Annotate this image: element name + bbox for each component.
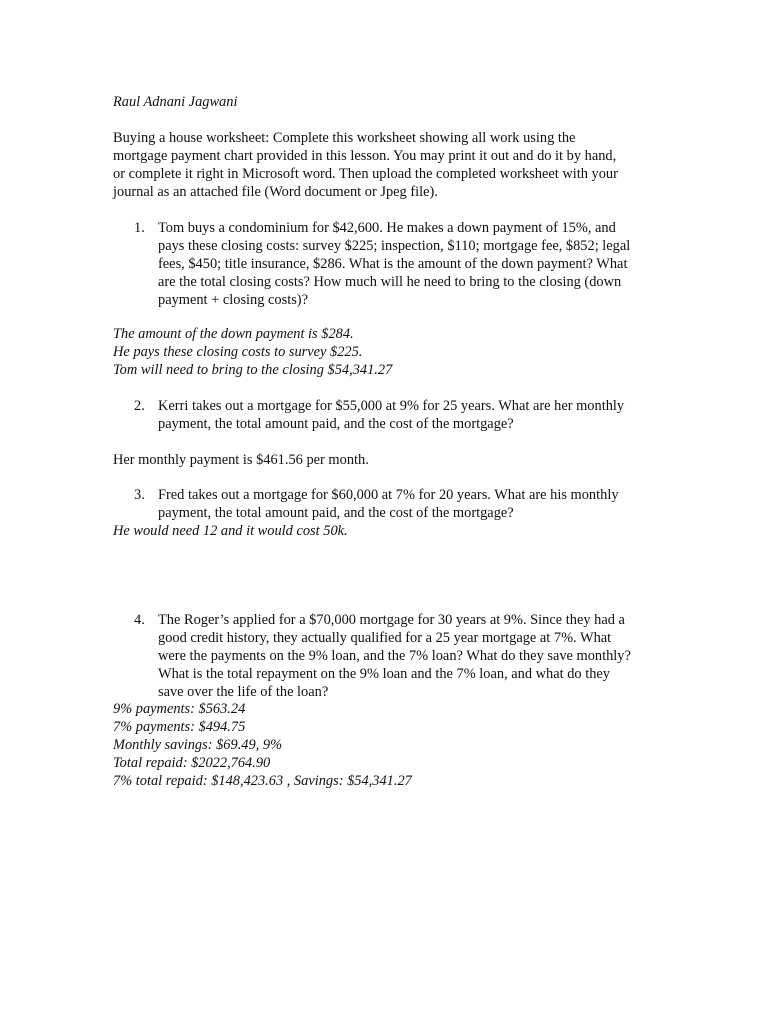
- question-line: fees, $450; title insurance, $286. What is the amount of the down payment? What: [158, 256, 628, 272]
- question-line: The Roger’s applied for a $70,000 mortgage for 30 years at 9%. Since they had a: [158, 612, 625, 628]
- answer-line: 7% payments: $494.75: [113, 719, 246, 735]
- answer-line: Tom will need to bring to the closing $54,341.27: [113, 362, 393, 378]
- question-line: are the total closing costs? How much will he need to bring to the closing (down: [158, 274, 622, 290]
- question-line: were the payments on the 9% loan, and the 7% loan? What do they save monthly?: [158, 648, 631, 664]
- question-line: payment, the total amount paid, and the cost of the mortgage?: [158, 505, 514, 521]
- question-number: 2.: [134, 398, 145, 414]
- answer-line: The amount of the down payment is $284.: [113, 326, 354, 342]
- question-line: Tom buys a condominium for $42,600. He makes a down payment of 15%, and: [158, 220, 616, 236]
- answer-line: He would need 12 and it would cost 50k.: [113, 523, 348, 539]
- question-line: save over the life of the loan?: [158, 684, 329, 700]
- question-line: payment, the total amount paid, and the cost of the mortgage?: [158, 416, 514, 432]
- question-line: What is the total repayment on the 9% loan and the 7% loan, and what do they: [158, 666, 610, 682]
- intro-line: journal as an attached file (Word document or Jpeg file).: [113, 184, 438, 200]
- question-number: 3.: [134, 487, 145, 503]
- question-number: 4.: [134, 612, 145, 628]
- author-name: Raul Adnani Jagwani: [113, 94, 238, 110]
- answer-line: Her monthly payment is $461.56 per month.: [113, 452, 369, 468]
- answer-line: 7% total repaid: $148,423.63 , Savings: $54,341.27: [113, 773, 412, 789]
- question-line: good credit history, they actually qualified for a 25 year mortgage at 7%. What: [158, 630, 612, 646]
- question-line: payment + closing costs)?: [158, 292, 308, 308]
- answer-line: Total repaid: $2022,764.90: [113, 755, 271, 771]
- question-number: 1.: [134, 220, 145, 236]
- intro-line: or complete it right in Microsoft word. Then upload the completed worksheet with your: [113, 166, 618, 182]
- answer-line: 9% payments: $563.24: [113, 701, 246, 717]
- intro-line: Buying a house worksheet: Complete this worksheet showing all work using the: [113, 130, 576, 146]
- answer-line: Monthly savings: $69.49, 9%: [113, 737, 283, 753]
- intro-line: mortgage payment chart provided in this lesson. You may print it out and do it by hand,: [113, 148, 617, 164]
- question-line: Fred takes out a mortgage for $60,000 at 7% for 20 years. What are his monthly: [158, 487, 619, 503]
- question-line: Kerri takes out a mortgage for $55,000 at 9% for 25 years. What are her monthly: [158, 398, 625, 414]
- answer-line: He pays these closing costs to survey $225.: [113, 344, 363, 360]
- question-line: pays these closing costs: survey $225; inspection, $110; mortgage fee, $852; legal: [158, 238, 631, 254]
